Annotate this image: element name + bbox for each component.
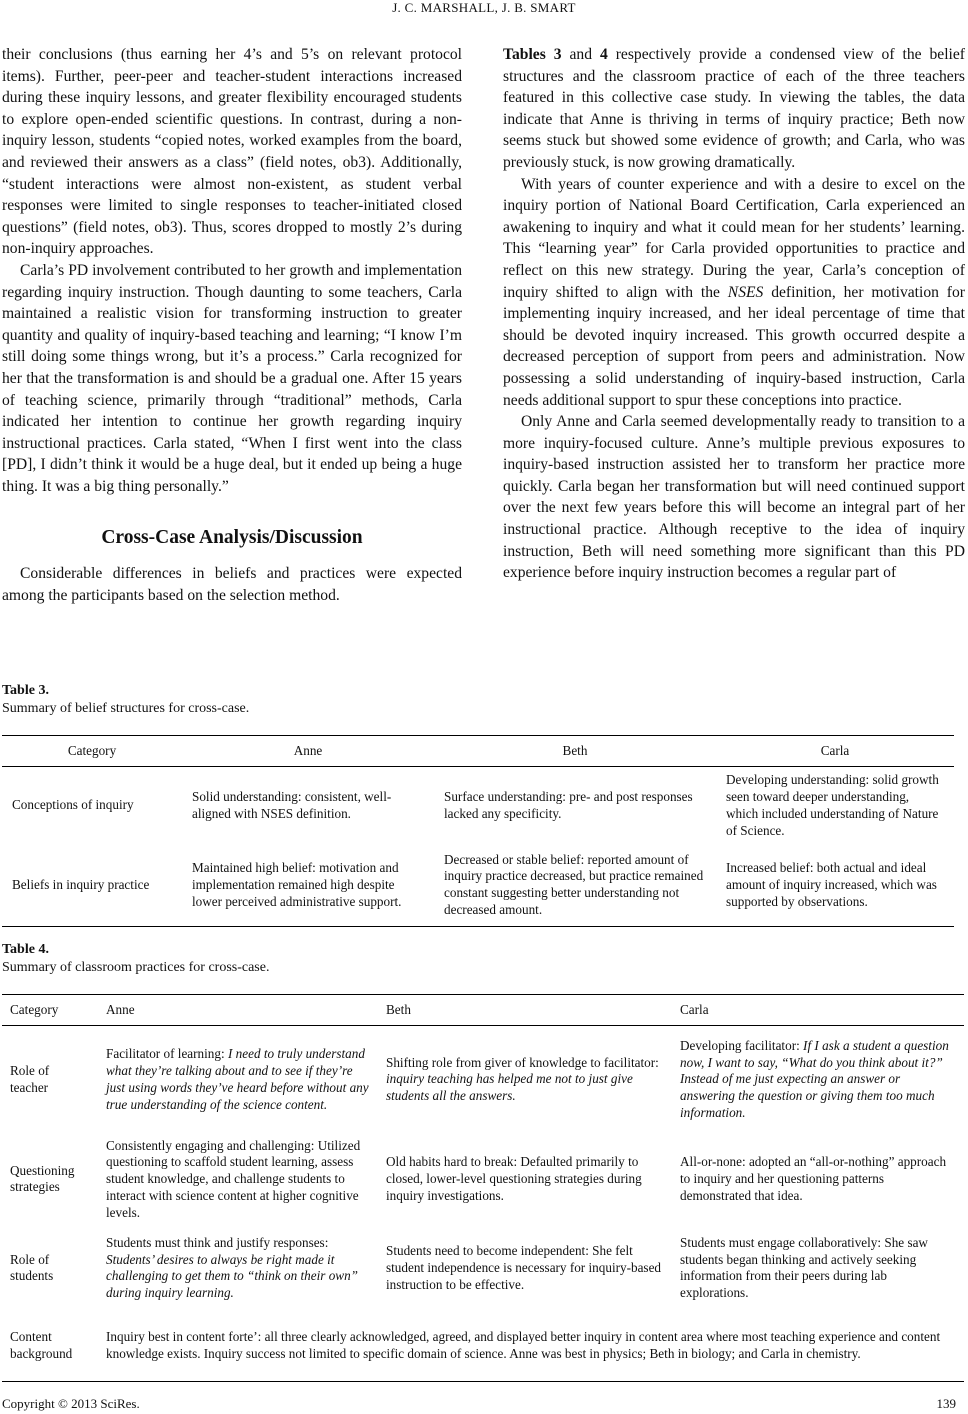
column-header: Carla	[680, 1001, 709, 1017]
running-head: J. C. MARSHALL, J. B. SMART	[392, 0, 576, 15]
table-header-row	[2, 736, 954, 767]
nses-term: NSES	[727, 283, 764, 301]
table-cell: Increased belief: both actual and ideal amount of inquiry increased, which was supported by observations.	[726, 860, 937, 909]
section-heading: Cross-Case Analysis/Discussion	[101, 527, 363, 549]
table-row	[2, 1026, 964, 1134]
table-cell: Developing understanding: solid growth seen toward deeper understanding, which included understanding of Nature of Science.	[726, 772, 939, 838]
page-number: 139	[936, 1396, 956, 1411]
table-cell: Inquiry best in content forte’: all three clearly acknowledged, agreed, and displayed better inquiry in content area where most teaching experience and content knowledge exists. Inquiry success not limited to specific domain of science. Anne was best in physics; Beth in biology; and Carla in chemistry.	[106, 1329, 941, 1362]
table-cell	[378, 1026, 672, 1134]
text-span: and	[561, 46, 600, 63]
body-paragraph: their conclusions (thus earning her 4’s and 5’s on relevant protocol items). Further, peer-peer and teacher-student interactions increased during these inquiry lessons, and greater flexibility encouraged students to explore open-ended scientific questions. In contrast, during a non-inquiry lesson, students “copied notes, worked examples from the board, and reviewed their answers as a class” (field notes, ob3). Additionally, “student interactions were almost non-existent, as student verbal responses were limited to single responses to teacher-initiated closed questions” (field notes, ob3). Thus, scores dropped to mostly 2’s during non-inquiry approaches.	[2, 46, 462, 258]
text-span: respectively provide a condensed view of the belief structures and the classroom practice of each of the three teachers featured in this collective case study. In viewing the tables, the data indicate that Anne is thriving in terms of inquiry practice; Beth now seems stuck but showed some evidence of growth; and Carla, who was previously stuck, is now growing dramatically.	[503, 46, 965, 171]
table-row	[2, 767, 954, 845]
table-reference[interactable]: 4	[599, 46, 608, 63]
table-caption: Summary of belief structures for cross-case.	[2, 701, 250, 716]
table-belief-structures	[2, 735, 954, 927]
table-cell	[98, 1225, 378, 1311]
quote-span: I need to truly understand what they’re talking about and to see if they’re just using words they’ve heard before without any true understanding of the science content.	[106, 1046, 369, 1112]
table-label: Table 3.	[2, 683, 49, 698]
table-cell: Surface understanding: pre- and post responses lacked any specificity.	[444, 788, 693, 821]
table-cell: Students need to become independent: She felt student independence is necessary for inquiry-based instruction to be effective.	[386, 1243, 662, 1292]
table-cell: Decreased or stable belief: reported amount of inquiry practice decreased, but practice remained constant suggesting better understanding not decreased amount.	[444, 851, 704, 918]
column-header: Category	[10, 1001, 59, 1017]
table4-caption-block	[2, 941, 964, 977]
table-cell: Solid understanding: consistent, well-aligned with NSES definition.	[192, 788, 392, 821]
text-span: With years of counter experience and with a desire to excel on the inquiry portion of National Board Certification, Carla experienced an awakening to inquiry and what it could mean for her students’ learning. This “learning year” for Carla provided opportunities to practice and reflect on this new strategy. During the year, Carla’s conception of inquiry shifted to align with the	[503, 175, 965, 301]
text-span: Shifting role from giver of knowledge to facilitator:	[386, 1054, 659, 1070]
column-header: Beth	[386, 1001, 411, 1017]
table-reference[interactable]: Tables 3	[503, 46, 562, 63]
column-header: Carla	[820, 742, 850, 758]
table-cell: Students must engage collaboratively: She saw students began thinking and actively seeking information from their peers during lab explorations.	[680, 1234, 928, 1301]
copyright-notice: Copyright © 2013 SciRes.	[2, 1396, 140, 1411]
body-paragraph	[503, 44, 965, 174]
table-cell	[672, 1026, 964, 1134]
table-cell: All-or-none: adopted an “all-or-nothing” approach to inquiry and her questioning patterns demonstrated that idea.	[680, 1154, 947, 1203]
right-column	[503, 44, 965, 584]
body-paragraph: Only Anne and Carla seemed developmentally ready to transition to a more inquiry-focused culture. Anne’s multiple previous exposures to inquiry-based instruction assisted her to transform her practice more quickly. Carla began her transformation but will need continued support over the next few years before this will become an integral part of her instructional practice. Although receptive to the idea of inquiry instruction, Beth will need something more significant than this PD experience before inquiry instruction becomes a regular part of	[503, 413, 965, 582]
table3-caption-block	[2, 682, 964, 718]
table-cell: Old habits hard to break: Defaulted primarily to closed, lower-level questioning strategies during inquiry investigations.	[386, 1154, 642, 1203]
table-cell: Questioning strategies	[10, 1162, 75, 1195]
column-header: Anne	[293, 742, 323, 758]
table-cell: Content background	[10, 1329, 73, 1362]
table-cell: Maintained high belief: motivation and implementation remained high despite lower perceived administrative support.	[192, 860, 402, 909]
table-row	[2, 845, 954, 927]
quote-span: inquiry teaching has helped me not to just give students all the answers.	[386, 1071, 633, 1104]
table-cell: Role of teacher	[10, 1062, 50, 1095]
column-header: Category	[67, 742, 117, 758]
table-cell: Beliefs in inquiry practice	[12, 876, 150, 892]
table-row	[2, 1225, 964, 1311]
left-column	[2, 44, 462, 606]
quote-span: Students’ desires to always be right made it challenging to get them to “think on their own” during inquiry learning.	[106, 1251, 359, 1301]
table-label: Table 4.	[2, 942, 49, 957]
quote-span: If I ask a student a question now, I want to say, “What do you think about it?” Instead of me just expecting an answer or answering the question or giving them too much information.	[680, 1037, 949, 1120]
table-caption: Summary of classroom practices for cross-case.	[2, 960, 270, 975]
text-span: definition, her motivation for implementing inquiry increased, and her ideal percentage of time that should be devoted inquiry increased. This growth occurred despite a decreased perception of support from peers and administration. Now possessing a solid understanding of inquiry-based instruction, Carla needs additional support to spur these conceptions into practice.	[503, 283, 965, 409]
table-row	[2, 1134, 964, 1226]
table-cell: Consistently engaging and challenging: Utilized questioning to scaffold student learning, assess student knowledge, and challenge students to interact with science content at higher cognitive levels.	[106, 1137, 361, 1220]
table-cell	[98, 1026, 378, 1134]
text-span: Students must think and justify responses:	[106, 1234, 329, 1250]
column-header: Anne	[106, 1001, 135, 1017]
table-header-row	[2, 995, 964, 1026]
column-header: Beth	[562, 742, 588, 758]
text-span: Facilitator of learning:	[106, 1046, 228, 1062]
body-paragraph: Considerable differences in beliefs and practices were expected among the participants based on the selection method.	[2, 565, 462, 604]
table-cell: Role of students	[10, 1251, 54, 1284]
body-paragraph: Carla’s PD involvement contributed to her growth and implementation regarding inquiry instruction. Though daunting to some teachers, Carla maintained a realistic vision for transforming instruction to greater quantity and quality of inquiry-based teaching and learning; “I know I’m still doing some things wrong, but it’s a process.” Carla recognized for her that the transformation is and should be a gradual one. After 15 years of teaching science, primarily through “traditional” methods, Carla indicated her intention to continue her growth regarding inquiry instructional practices. Carla stated, “When I first went into the class [PD], I didn’t think it would be a huge deal, but it ended up being a huge thing. It was a big thing personally.”	[2, 261, 462, 495]
table-classroom-practices	[2, 994, 964, 1382]
table-cell: Conceptions of inquiry	[12, 797, 134, 813]
body-paragraph	[503, 174, 965, 412]
table-row	[2, 1311, 964, 1381]
text-span: Developing facilitator:	[680, 1037, 804, 1053]
